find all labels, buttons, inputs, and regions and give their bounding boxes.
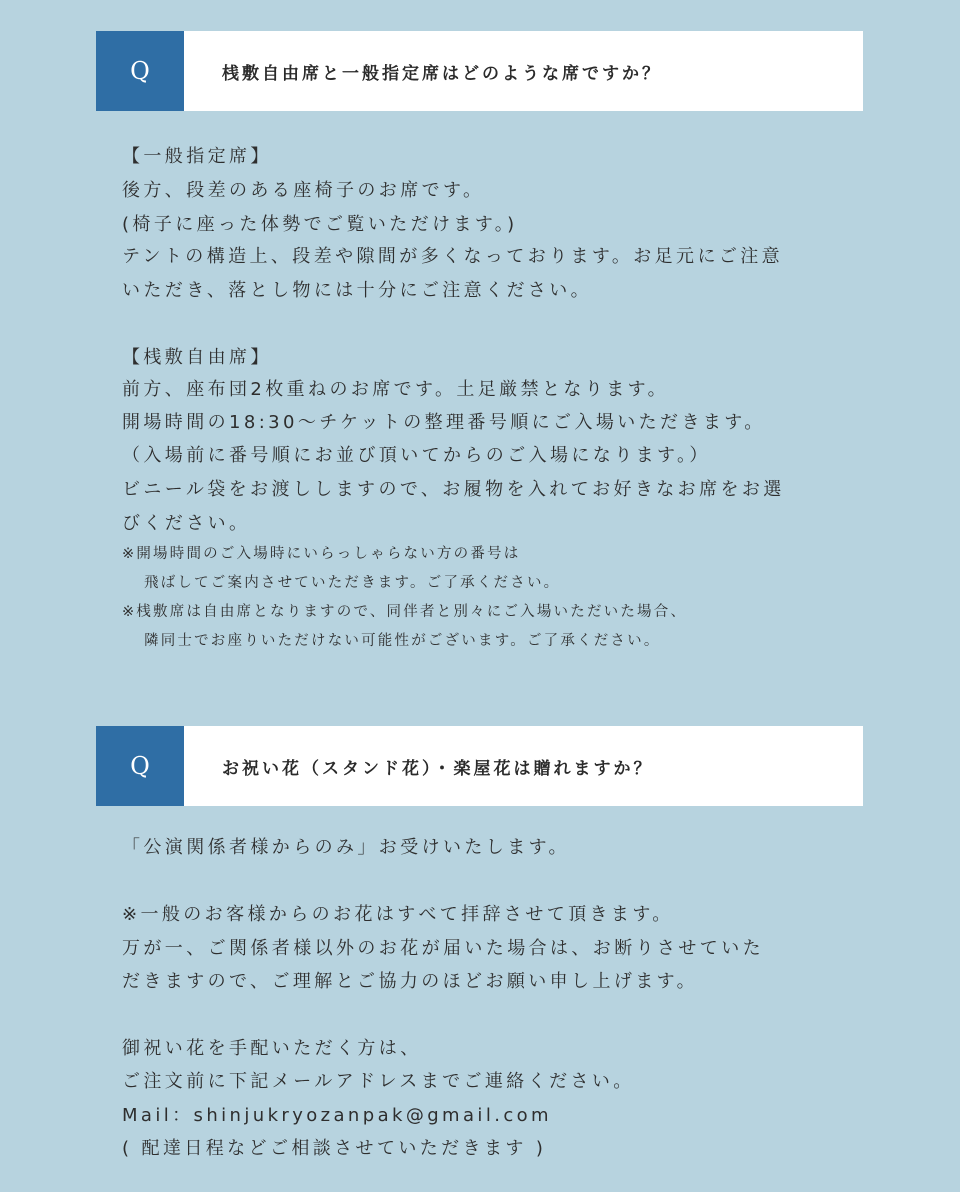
answer-1-note: 隣同士でお座りいただけない可能性がございます。ご了承ください。 [144, 633, 661, 649]
answer-2-line: 万が一、ご関係者様以外のお花が届いた場合は、お断りさせていた [122, 938, 764, 959]
q-marker-1: Q [96, 31, 184, 111]
email-line: Mail：shinjukryozanpak@gmail.com [122, 1105, 552, 1126]
answer-2-line: 御祝い花を手配いただく方は、 [122, 1038, 422, 1059]
answer-1-line: (椅子に座った体勢でご覧いただけます。) [122, 214, 518, 235]
question-bar-2 [96, 726, 863, 806]
answer-2-line: 「公演関係者様からのみ」お受けいたします。 [122, 837, 570, 858]
answer-1-line: 後方、段差のある座椅子のお席です。 [122, 180, 485, 201]
answer-2-line: だきますので、ご理解とご協力のほどお願い申し上げます。 [122, 971, 698, 992]
answer-1-line: いただき、落とし物には十分にご注意ください。 [122, 280, 593, 301]
answer-1-line: ビニール袋をお渡ししますので、お履物を入れてお好きなお席をお選 [122, 479, 785, 500]
q-marker-2: Q [96, 726, 184, 806]
question-bar-1 [96, 31, 863, 111]
answer-1-note: 飛ばしてご案内させていただきます。ご了承ください。 [144, 575, 561, 591]
answer-1-line: 開場時間の18:30～チケットの整理番号順にご入場いただきます。 [122, 412, 766, 433]
answer-1-note: ※桟敷席は自由席となりますので、同伴者と別々にご入場いただいた場合、 [122, 604, 688, 620]
answer-1-line: テントの構造上、段差や隙間が多くなっております。お足元にご注意 [122, 246, 784, 267]
answer-1-note: ※開場時間のご入場時にいらっしゃらない方の番号は [122, 546, 521, 562]
answer-1-line: 前方、座布団2枚重ねのお席です。土足厳禁となります。 [122, 379, 669, 400]
answer-1-line: 【桟敷自由席】 [122, 347, 272, 368]
answer-1-line: （入場前に番号順にお並び頂いてからのご入場になります。） [122, 445, 711, 466]
answer-1-line: びください。 [122, 513, 251, 534]
question-title-2: お祝い花（スタンド花）・楽屋花は贈れますか？ [222, 758, 654, 779]
question-title-1: 桟敷自由席と一般指定席はどのような席ですか？ [222, 63, 662, 84]
answer-2-line: ※一般のお客様からのお花はすべて拝辞させて頂きます。 [122, 904, 674, 925]
answer-2-line: ( 配達日程などご相談させていただきます ) [122, 1138, 547, 1159]
answer-1-line: 【一般指定席】 [122, 146, 272, 167]
answer-2-line: ご注文前に下記メールアドレスまでご連絡ください。 [122, 1071, 635, 1092]
